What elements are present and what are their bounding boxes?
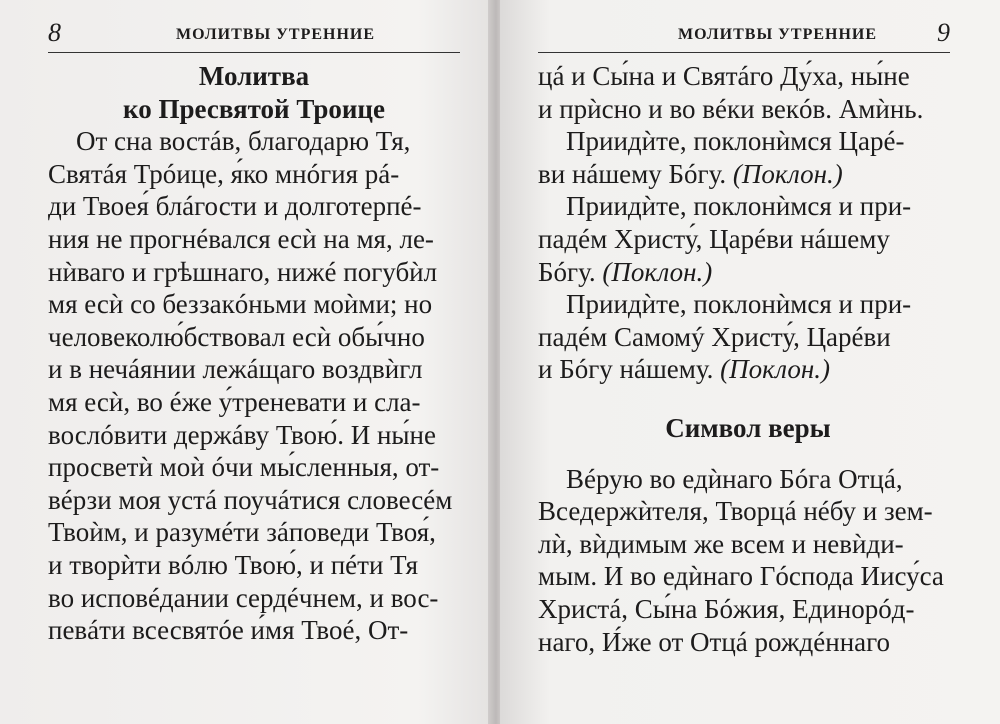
bow-rubric: (Поклон.) bbox=[732, 158, 843, 189]
left-page-header bbox=[48, 18, 460, 53]
text-line: цá и Сы́на и Святáго Ду́ха, ны́не bbox=[538, 61, 910, 91]
text-line-part: ви нáшему Бóгу. bbox=[538, 158, 727, 189]
text-line: и в нечáянии лежáщаго воздвѝгл bbox=[48, 354, 423, 385]
text-line: мым. И во едѝнаго Гóспода Иису́са bbox=[538, 561, 944, 592]
text-line: наго, И́же от Отцá рождéннаго bbox=[538, 626, 891, 657]
text-line: падéм Христу́, Царéви нáшему bbox=[538, 223, 890, 254]
right-page-body bbox=[538, 60, 958, 658]
creed-heading: Символ веры bbox=[665, 412, 831, 443]
bow-rubric: (Поклон.) bbox=[602, 256, 713, 287]
text-line bbox=[538, 256, 958, 289]
text-line bbox=[538, 158, 958, 191]
text-line: Святáя Трóице, я́ко мнóгия рá- bbox=[48, 158, 400, 189]
prayer-heading-line: Молитва bbox=[198, 61, 310, 91]
text-line bbox=[538, 353, 958, 386]
text-line: падéм Самомý Христу́, Царéви bbox=[538, 321, 891, 352]
bow-rubric: (Поклон.) bbox=[720, 354, 831, 385]
spacer bbox=[538, 445, 958, 463]
text-line: и творѝти вóлю Твою́, и пéти Тя bbox=[48, 549, 419, 580]
text-line-part: и Бóгу нáшему. bbox=[538, 354, 714, 385]
text-line: ния не прогнéвался есѝ на мя, ле- bbox=[48, 223, 434, 254]
text-line: Вéрую во едѝнаго Бóга Отцá, bbox=[566, 463, 903, 494]
spacer bbox=[538, 386, 958, 412]
left-page bbox=[0, 0, 492, 724]
text-line: мя есѝ, во éже у́треневати и сла- bbox=[48, 386, 421, 417]
text-line: Приидѝте, поклонѝмся Царé- bbox=[566, 126, 905, 157]
text-line: человеколю́бствовал есѝ обы́чно bbox=[48, 321, 425, 352]
text-line: Христá, Сы́на Бóжия, Единорóд- bbox=[538, 593, 915, 624]
text-line: Приидѝте, поклонѝмся и при- bbox=[566, 191, 912, 222]
text-line: мя есѝ со беззакóньми моѝми; но bbox=[48, 289, 433, 320]
right-page bbox=[500, 0, 1000, 724]
text-line: Вседержѝтеля, Творцá нéбу и зем- bbox=[538, 496, 933, 527]
text-line: во исповéдании сердéчнем, и вос- bbox=[48, 582, 439, 613]
text-line: лѝ, вѝдимым же всем и невѝди- bbox=[538, 528, 904, 559]
running-title: МОЛИТВЫ УТРЕННИЕ bbox=[176, 26, 376, 43]
right-page-header bbox=[538, 18, 950, 53]
text-line-part: Бóгу. bbox=[538, 256, 596, 287]
text-line: вослóвити держáву Твою́. И ны́не bbox=[48, 419, 436, 450]
prayer-heading-line: ко Пресвятой Троице bbox=[123, 93, 385, 124]
page-number: 9 bbox=[937, 18, 950, 47]
left-page-body bbox=[48, 60, 460, 647]
text-line: Твоѝм, и разумéти зáповеди Твоя́, bbox=[48, 517, 436, 548]
text-line: нѝваго и грѣшнаго, нижé погубѝл bbox=[48, 256, 438, 287]
text-line: и прѝсно и во вéки векóв. Амѝнь. bbox=[538, 93, 924, 124]
text-line: ди Твоея́ блáгости и долготерпé- bbox=[48, 191, 422, 222]
text-line: вéрзи моя устá поучáтися словесéм bbox=[48, 484, 453, 515]
text-line: От сна востáв, благодарю Тя, bbox=[76, 126, 411, 157]
text-line: певáти всесвятóе и́мя Твоé, От- bbox=[48, 615, 409, 646]
running-title: МОЛИТВЫ УТРЕННИЕ bbox=[678, 26, 878, 43]
text-line: Приидѝте, поклонѝмся и при- bbox=[566, 289, 912, 320]
text-line: просветѝ моѝ óчи мы́сленныя, от- bbox=[48, 452, 440, 483]
page-number: 8 bbox=[48, 18, 61, 47]
